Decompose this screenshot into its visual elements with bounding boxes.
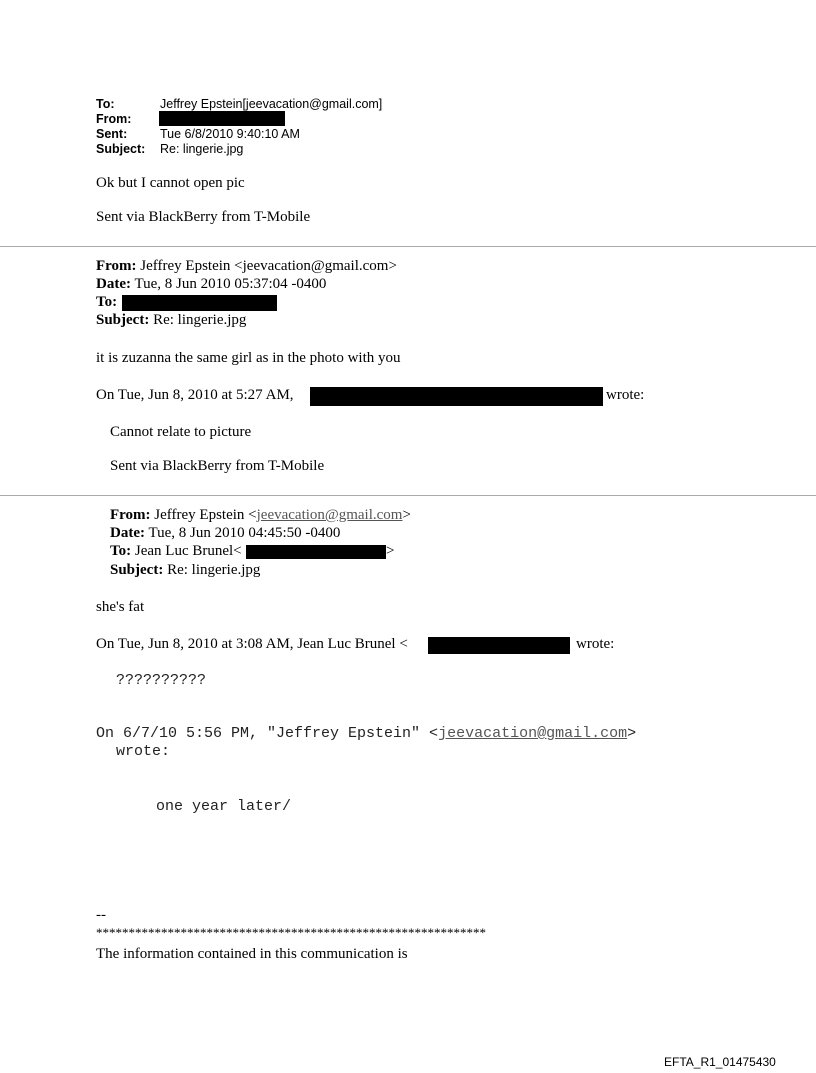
quote1-attribution-end: wrote: (606, 387, 645, 403)
redaction-block (246, 545, 386, 559)
sent-value: Tue 6/8/2010 9:40:10 AM (160, 127, 300, 141)
stars-line: ************************************************************ (96, 925, 486, 940)
quote1-date: Date: Tue, 8 Jun 2010 05:37:04 -0400 (96, 276, 327, 292)
quote3-body: one year later/ (156, 798, 292, 815)
quote1-body: it is zuzanna the same girl as in the photo with you (96, 350, 401, 366)
quote2-from: From: Jeffrey Epstein <jeevacation@gmail.com> (110, 507, 411, 523)
quote2-subject: Subject: Re: lingerie.jpg (110, 562, 261, 578)
to-label: To: (96, 97, 115, 111)
quote1-to: To: (96, 294, 118, 310)
question-marks: ?????????? (116, 672, 207, 689)
subject-label: Subject: (96, 142, 146, 156)
quote2-attribution-start: On Tue, Jun 8, 2010 at 3:08 AM, Jean Luc Brunel < (96, 636, 408, 652)
message-body: Ok but I cannot open pic (96, 175, 245, 191)
disclaimer-text: The information contained in this communication is (96, 946, 408, 962)
quote1-from: From: Jeffrey Epstein <jeevacation@gmail.com> (96, 258, 397, 274)
email-link[interactable]: jeevacation@gmail.com (256, 507, 403, 523)
quote1-nested-signature: Sent via BlackBerry from T-Mobile (110, 458, 325, 474)
quote2-to: To: Jean Luc Brunel< (110, 543, 242, 559)
from-label: From: (96, 112, 132, 126)
quote2-to-suffix: > (386, 543, 395, 559)
redaction-block (310, 387, 603, 406)
sent-label: Sent: (96, 127, 128, 141)
quote2-body: she's fat (96, 599, 145, 615)
signature-dashes: -- (96, 907, 106, 923)
redaction-block (159, 111, 285, 126)
redaction-block (428, 637, 570, 654)
message-signature: Sent via BlackBerry from T-Mobile (96, 209, 311, 225)
divider (0, 495, 816, 496)
quote1-subject: Subject: Re: lingerie.jpg (96, 312, 247, 328)
quote3-wrote: wrote: (116, 743, 171, 760)
redaction-block (122, 295, 277, 311)
quote1-nested-body: Cannot relate to picture (110, 424, 252, 440)
document-id: EFTA_R1_01475430 (664, 1055, 776, 1069)
subject-value: Re: lingerie.jpg (160, 142, 244, 156)
quote3-attribution: On 6/7/10 5:56 PM, "Jeffrey Epstein" <jeevacation@gmail.com> (96, 725, 637, 742)
quote1-attribution-start: On Tue, Jun 8, 2010 at 5:27 AM, (96, 387, 294, 403)
divider (0, 246, 816, 247)
to-value: Jeffrey Epstein[jeevacation@gmail.com] (160, 97, 383, 111)
quote2-attribution-end: wrote: (576, 636, 615, 652)
quote2-date: Date: Tue, 8 Jun 2010 04:45:50 -0400 (110, 525, 341, 541)
email-link[interactable]: jeevacation@gmail.com (438, 725, 628, 742)
